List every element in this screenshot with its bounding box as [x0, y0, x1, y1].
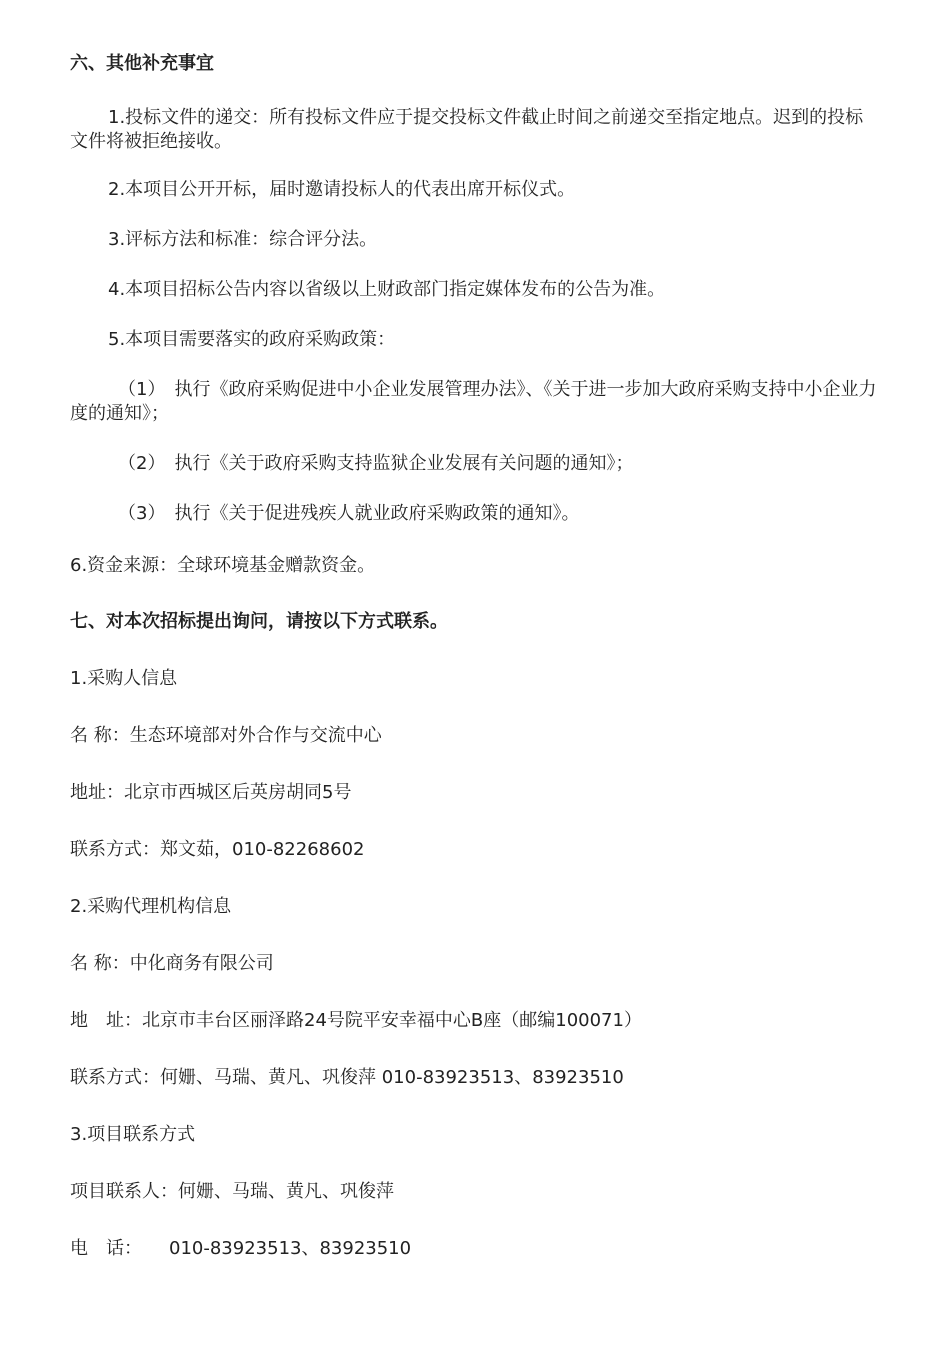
policy-3: （3） 执行《关于促进残疾人就业政府采购政策的通知》。	[118, 503, 580, 524]
item-5-policies: 5.本项目需要落实的政府采购政策：	[108, 329, 396, 350]
agency-name: 名 称：中化商务有限公司	[70, 953, 274, 974]
project-contacts: 项目联系人：何姗、马瑞、黄凡、巩俊萍	[70, 1181, 394, 1202]
agency-contact: 联系方式：何姗、马瑞、黄凡、巩俊萍 010-83923513、83923510	[70, 1067, 624, 1088]
section-6-heading: 六、其他补充事宜	[70, 53, 214, 74]
item-2-opening: 2.本项目公开开标，届时邀请投标人的代表出席开标仪式。	[108, 179, 576, 200]
agency-info-title: 2.采购代理机构信息	[70, 896, 232, 917]
item-6-funding: 6.资金来源：全球环境基金赠款资金。	[70, 555, 376, 576]
item-4-announcement: 4.本项目招标公告内容以省级以上财政部门指定媒体发布的公告为准。	[108, 279, 666, 300]
project-contact-title: 3.项目联系方式	[70, 1124, 196, 1145]
purchaser-info-title: 1.采购人信息	[70, 668, 178, 689]
item-3-evaluation: 3.评标方法和标准：综合评分法。	[108, 229, 378, 250]
item-1-submission: 1.投标文件的递交：所有投标文件应于提交投标文件截止时间之前递交至指定地点。迟到的投标文件将被拒绝接收。	[70, 107, 864, 152]
purchaser-name: 名 称：生态环境部对外合作与交流中心	[70, 725, 382, 746]
policy-2: （2） 执行《关于政府采购支持监狱企业发展有关问题的通知》；	[118, 453, 634, 474]
purchaser-address: 地址：北京市西城区后英房胡同5号	[70, 782, 352, 803]
purchaser-contact: 联系方式：郑文茹，010-82268602	[70, 839, 365, 860]
project-phone: 电 话： 010-83923513、83923510	[70, 1238, 412, 1259]
policy-1: （1） 执行《政府采购促进中小企业发展管理办法》、《关于进一步加大政府采购支持中小企业力度的通知》；	[70, 379, 877, 424]
section-7-heading: 七、对本次招标提出询问，请按以下方式联系。	[70, 611, 448, 632]
agency-address: 地 址：北京市丰台区丽泽路24号院平安幸福中心B座（邮编100071）	[70, 1010, 642, 1031]
